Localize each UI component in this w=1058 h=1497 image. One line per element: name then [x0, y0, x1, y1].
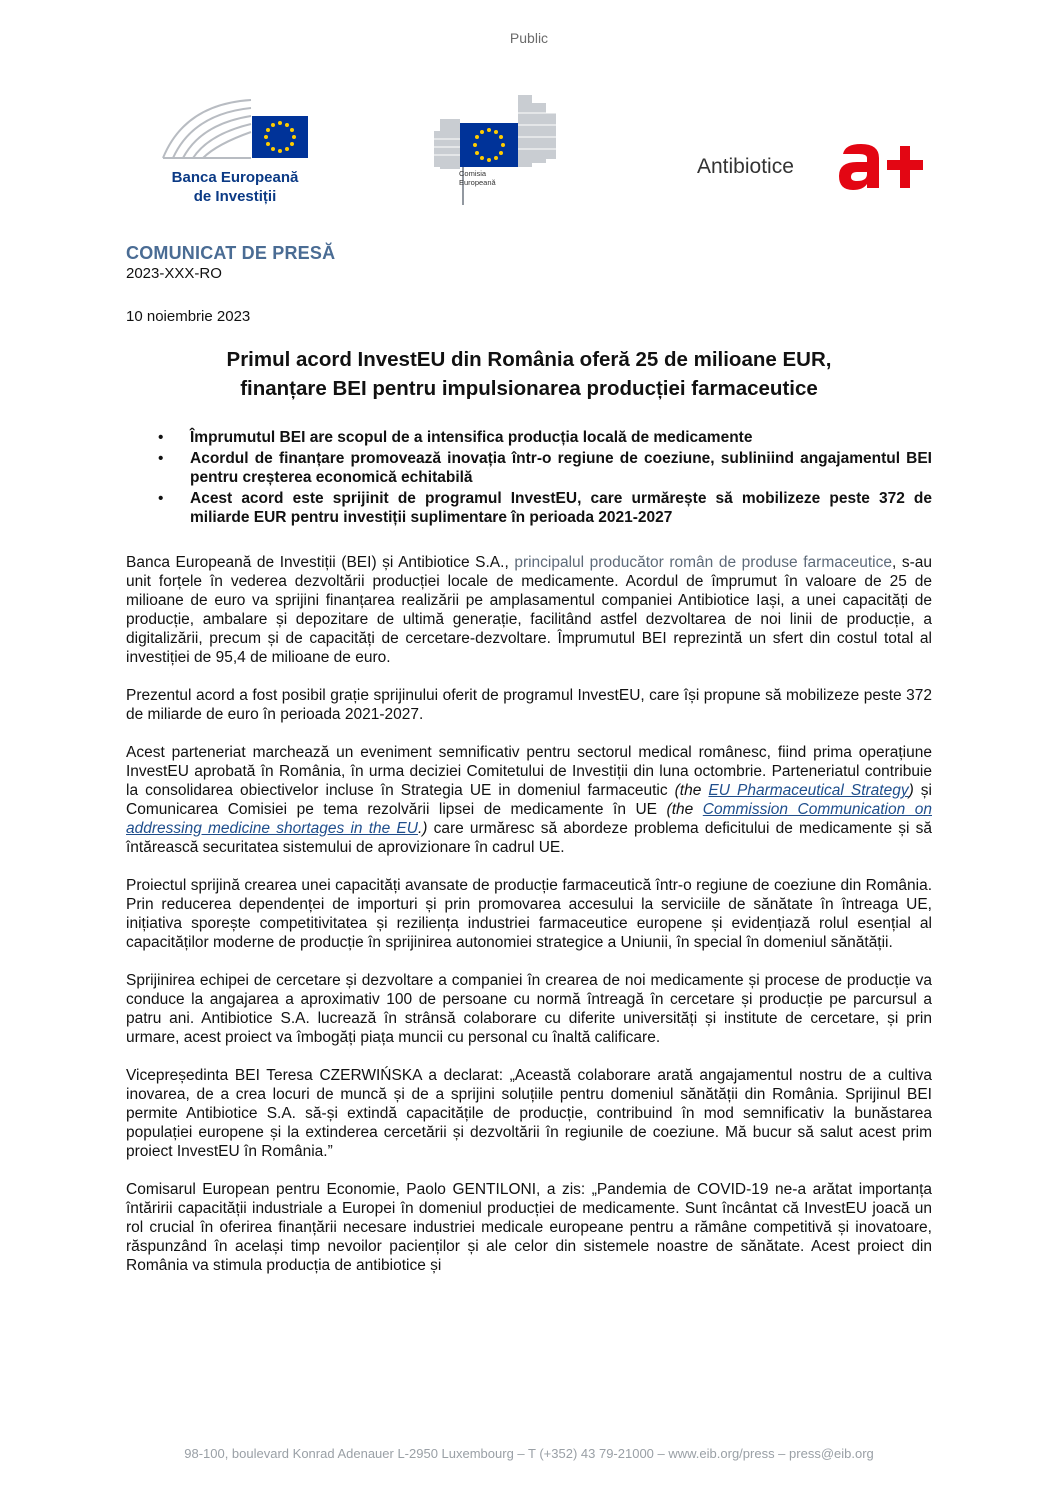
- medicine-shortages-communication-link[interactable]: Commission Communication on addressing medicine shortages in the EU: [126, 801, 932, 837]
- ec-logo-line1: Comisia: [459, 169, 487, 178]
- paragraph-7: Comisarul European pentru Economie, Paolo GENTILONI, a zis: „Pandemia de COVID-19 ne-a arătat importanța întăririi capacității industriale a Europei în domeniul producției de medicamente. Sunt încântat că InvestEU joacă un rol crucial în oferirea finanțării necesare industriei medicale europeane pentru a rămâne competitivă și inovatoare, răspunzând în același timp nevoilor pacienților și ale celor din sistemele noastre de sănătate. Acest proiect din România va stimula producția de antibiotice și: [126, 1181, 932, 1274]
- eib-logo-line1: Banca Europeană: [171, 169, 299, 186]
- paragraph-1-part-c: , s-au unit forțele în vederea dezvoltării producției locale de medicamente. Acordul de împrumut în valoare de 25 de milioane de euro va sprijini finanțarea realizării pe amplasamentul companiei Antibiotice Iași, a unei capacități de producție, ambalare și depozitare de ultimă generație, facilitând astfel dezvoltarea de noi linii de producție, a digitalizării, precum și de capacități de cercetare-dezvoltare. Împrumutul BEI reprezintă un sfert din costul total al investiției de 95,4 de milioane de euro.: [126, 554, 933, 666]
- paragraph-3-part-f: .): [417, 820, 428, 837]
- ec-logo-line2: Europeană: [459, 178, 496, 187]
- page-title: [126, 345, 932, 403]
- press-release-date: 10 noiembrie 2023: [126, 308, 251, 325]
- key-point-3: • Acest acord este sprijinit de programul InvestEU, care urmărește să mobilizeze peste 372 de miliarde EUR pentru investiții suplimentare în perioada 2021-2027: [126, 489, 932, 527]
- paragraph-4: Proiectul sprijină crearea unei capacități avansate de producție farmaceutică într-o regiune de coeziune din România. Prin reducerea dependenței de importuri și prin promovarea accesului la serviciile de sănătate în întreaga UE, inițiativa sporește competitivitatea și reziliența industriei farmaceutice europene și evidențiază rolul esențial al capacităților moderne de producție în sprijinirea autonomiei strategice a Uniunii, în special în domeniul sănătății.: [126, 877, 932, 951]
- paragraph-1-part-a: Banca Europeană de Investiții (BEI) și Antibiotice S.A.,: [126, 554, 515, 571]
- antibiotice-a-plus-icon: [837, 140, 925, 192]
- paragraph-1-part-b: principalul producător român de produse farmaceutice: [514, 554, 892, 571]
- paragraph-5: Sprijinirea echipei de cercetare și dezvoltare a companiei în crearea de noi medicamente și procese de producție va conduce la angajarea a aproximativ 100 de persoane cu normă întreagă în cercetare și producție pe parcursul a patru ani. Antibiotice S.A. lucrează în strânsă colaborare cu diferite universități și institute de cercetare, și prin urmare, acest proiect va îmbogăți piața muncii cu personal cu înaltă calificare.: [126, 972, 932, 1046]
- paragraph-3-part-b: (the: [674, 782, 709, 799]
- key-point-1: • Împrumutul BEI are scopul de a intensifica producția locală de medicamente: [126, 428, 932, 447]
- paragraph-3-part-a: Acest parteneriat marchează un eveniment semnificativ pentru sectorul medical românesc, fiind prima operațiune InvestEU aprobată în România, în urma deciziei Comitetului de Investiții din luna octombrie. Parteneriatul contribuie la consolidarea obiectivelor incluse în Strategia UE in domeniul farmaceutic: [126, 744, 932, 799]
- paragraph-3: [126, 743, 932, 857]
- paragraph-3-part-d: și Comunicarea Comisiei pe tema rezolvării lipsei de medicamente în UE: [126, 782, 933, 818]
- eib-emblem-icon: [155, 94, 315, 166]
- footer-contact: 98-100, boulevard Konrad Adenauer L-2950 Luxembourg – T (+352) 43 79-21000 – www.eib.org/press – press@eib.org: [184, 1446, 874, 1461]
- antibiotice-logo-text: Antibiotice: [697, 155, 794, 178]
- press-release-reference: 2023-XXX-RO: [126, 265, 222, 282]
- eu-pharmaceutical-strategy-link[interactable]: EU Pharmaceutical Strategy: [708, 782, 909, 799]
- title-line2: finanțare BEI pentru impulsionarea producției farmaceutice: [240, 377, 818, 400]
- paragraph-2: Prezentul acord a fost posibil grație sprijinului oferit de programul InvestEU, care își propune să mobilizeze peste 372 de miliarde de euro în perioada 2021-2027.: [126, 687, 932, 723]
- antibiotice-logo: [697, 140, 927, 192]
- eib-logo-line2: de Investiții: [193, 188, 277, 205]
- paragraph-6: Vicepreședinta BEI Teresa CZERWIŃSKA a declarat: „Această colaborare arată angajamentul nostru de a cultiva inovarea, de a crea locuri de muncă și de a sprijini soluțiile pentru domeniul sănătății din România. Sprijinul BEI permite Antibiotice S.A. să-și extindă capacitățile de producție, contribuind în mod semnificativ la bunăstarea populației europene și la extinderea cercetării și dezvoltării în regiunile de coeziune. Mă bucur să salut acest prim proiect InvestEU în România.”: [126, 1067, 932, 1160]
- paragraph-3-part-g: care urmăresc să abordeze problema deficitului de medicamente și să întărească securitatea sistemului de aprovizionare în cadrul UE.: [126, 820, 933, 856]
- title-line1: Primul acord InvestEU din România oferă 25 de milioane EUR,: [226, 348, 832, 371]
- classification-label: Public: [509, 30, 549, 46]
- paragraph-3-part-e: (the: [666, 801, 703, 818]
- ec-logo-text: [459, 169, 529, 187]
- eib-logo-text: [155, 168, 315, 206]
- paragraph-1: [126, 553, 932, 667]
- ec-logo: [432, 93, 562, 207]
- press-release-heading: COMUNICAT DE PRESĂ: [126, 243, 336, 263]
- key-points-list: [126, 428, 932, 529]
- article-body: [126, 553, 932, 1294]
- eib-logo: [155, 94, 315, 212]
- paragraph-3-part-c: ): [908, 782, 914, 799]
- key-point-2: • Acordul de finanțare promovează inovația într-o regiune de coeziune, subliniind angajamentul BEI pentru creșterea economică echitabilă: [126, 449, 932, 487]
- ec-emblem-icon: [432, 93, 562, 207]
